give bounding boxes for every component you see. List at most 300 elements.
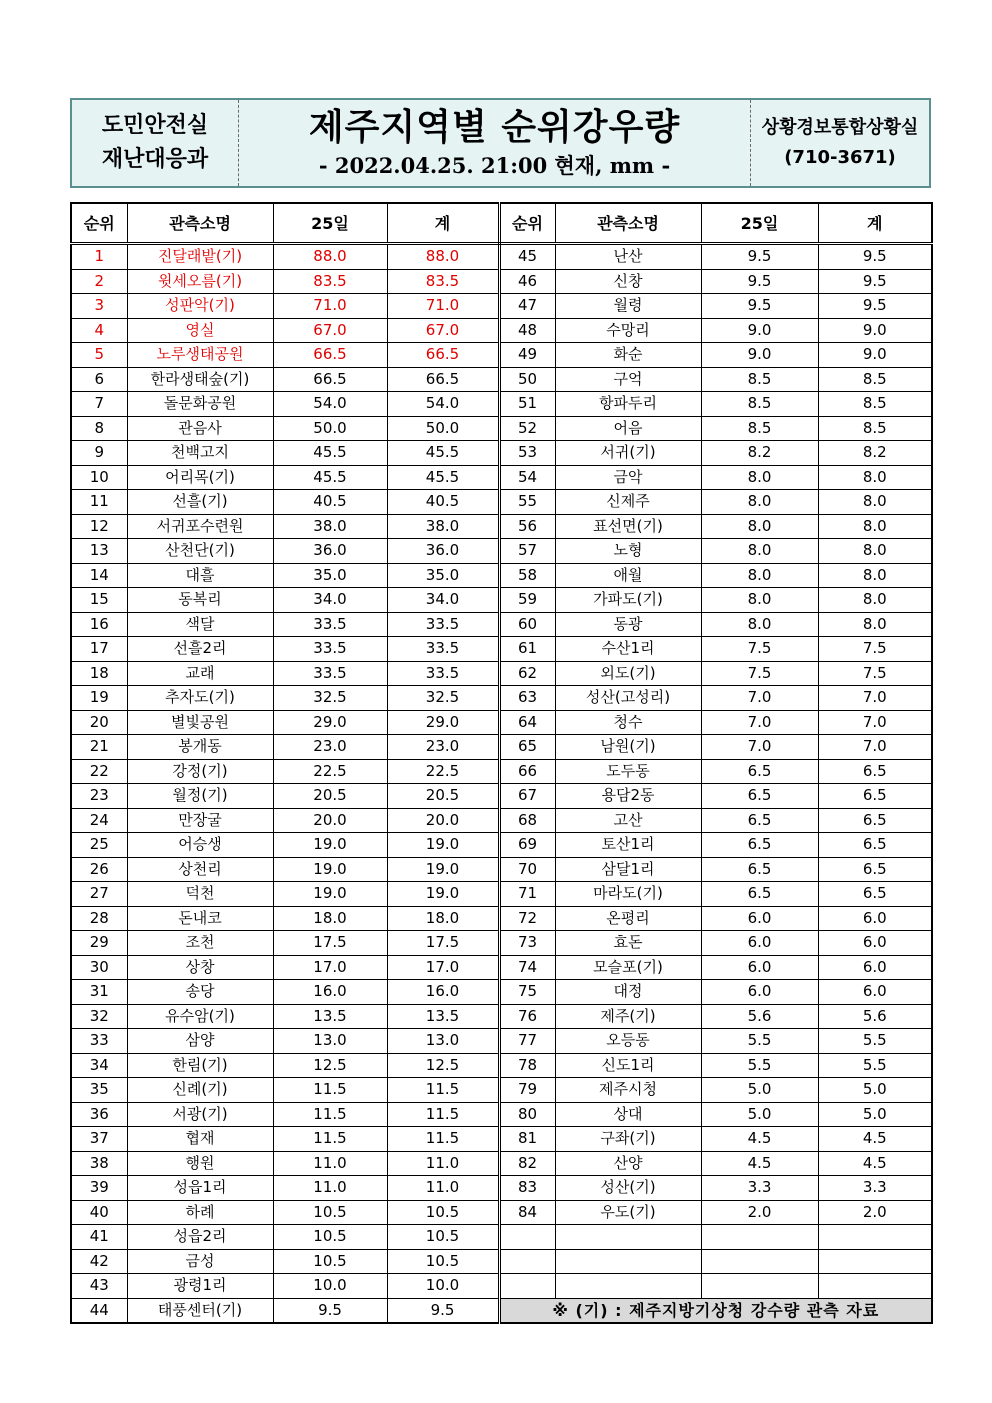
rank-cell: 66 xyxy=(499,759,555,784)
day-cell: 83.5 xyxy=(273,269,387,294)
station-cell: 애월 xyxy=(555,563,701,588)
station-cell: 노루생태공원 xyxy=(127,343,273,368)
total-cell: 22.5 xyxy=(387,759,499,784)
total-cell: 5.0 xyxy=(818,1078,932,1103)
total-cell: 8.0 xyxy=(818,539,932,564)
station-cell: 우도(기) xyxy=(555,1200,701,1225)
station-cell: 화순 xyxy=(555,343,701,368)
total-cell: 9.5 xyxy=(818,294,932,319)
day-cell: 8.0 xyxy=(701,465,818,490)
day-cell: 9.5 xyxy=(273,1298,387,1323)
day-cell: 16.0 xyxy=(273,980,387,1005)
total-cell: 9.0 xyxy=(818,343,932,368)
day-cell: 35.0 xyxy=(273,563,387,588)
rank-cell: 18 xyxy=(71,661,127,686)
rank-cell: 52 xyxy=(499,416,555,441)
day-cell: 6.0 xyxy=(701,906,818,931)
col-header: 관측소명 xyxy=(555,203,701,244)
rank-cell: 7 xyxy=(71,392,127,417)
day-cell: 7.0 xyxy=(701,710,818,735)
rank-cell: 8 xyxy=(71,416,127,441)
rank-cell: 11 xyxy=(71,490,127,515)
total-cell: 8.5 xyxy=(818,392,932,417)
total-cell: 19.0 xyxy=(387,857,499,882)
station-cell: 봉개동 xyxy=(127,735,273,760)
day-cell: 33.5 xyxy=(273,637,387,662)
total-cell: 10.5 xyxy=(387,1200,499,1225)
station-cell: 구좌(기) xyxy=(555,1127,701,1152)
station-cell: 표선면(기) xyxy=(555,514,701,539)
station-cell: 난산 xyxy=(555,244,701,270)
total-cell: 40.5 xyxy=(387,490,499,515)
station-cell: 색달 xyxy=(127,612,273,637)
day-cell: 40.5 xyxy=(273,490,387,515)
day-cell: 71.0 xyxy=(273,294,387,319)
rank-cell: 4 xyxy=(71,318,127,343)
rank-cell: 17 xyxy=(71,637,127,662)
rank-cell: 79 xyxy=(499,1078,555,1103)
rank-cell: 32 xyxy=(71,1004,127,1029)
total-cell: 6.0 xyxy=(818,955,932,980)
station-cell: 진달래밭(기) xyxy=(127,244,273,270)
rank-cell: 49 xyxy=(499,343,555,368)
day-cell: 10.5 xyxy=(273,1200,387,1225)
table-row xyxy=(71,343,932,368)
rank-cell: 83 xyxy=(499,1176,555,1201)
total-cell: 34.0 xyxy=(387,588,499,613)
table-row xyxy=(71,1176,932,1201)
rank-cell: 74 xyxy=(499,955,555,980)
total-cell: 10.5 xyxy=(387,1225,499,1250)
table-row xyxy=(71,882,932,907)
col-header: 관측소명 xyxy=(127,203,273,244)
total-cell: 19.0 xyxy=(387,882,499,907)
rank-cell: 61 xyxy=(499,637,555,662)
report-header xyxy=(70,98,931,188)
total-cell: 33.5 xyxy=(387,612,499,637)
rank-cell: 34 xyxy=(71,1053,127,1078)
total-cell: 7.0 xyxy=(818,686,932,711)
total-cell: 32.5 xyxy=(387,686,499,711)
day-cell: 6.0 xyxy=(701,931,818,956)
rank-cell: 45 xyxy=(499,244,555,270)
station-cell: 제주시청 xyxy=(555,1078,701,1103)
table-row xyxy=(71,588,932,613)
rank-cell: 46 xyxy=(499,269,555,294)
day-cell: 9.0 xyxy=(701,318,818,343)
day-cell: 8.0 xyxy=(701,563,818,588)
station-cell: 신례(기) xyxy=(127,1078,273,1103)
contact-office: 상황경보통합상황실 xyxy=(761,117,919,138)
table-row xyxy=(71,416,932,441)
station-cell: 선흘2리 xyxy=(127,637,273,662)
table-row xyxy=(71,857,932,882)
station-cell: 신도1리 xyxy=(555,1053,701,1078)
total-cell: 17.5 xyxy=(387,931,499,956)
table-row xyxy=(71,906,932,931)
day-cell: 17.5 xyxy=(273,931,387,956)
rank-cell: 14 xyxy=(71,563,127,588)
total-cell: 36.0 xyxy=(387,539,499,564)
station-cell: 삼양 xyxy=(127,1029,273,1054)
total-cell: 5.5 xyxy=(818,1053,932,1078)
total-cell: 54.0 xyxy=(387,392,499,417)
total-cell: 50.0 xyxy=(387,416,499,441)
total-cell: 7.0 xyxy=(818,735,932,760)
station-cell: 유수암(기) xyxy=(127,1004,273,1029)
station-cell: 하례 xyxy=(127,1200,273,1225)
station-cell: 고산 xyxy=(555,808,701,833)
rank-cell: 77 xyxy=(499,1029,555,1054)
rank-cell: 19 xyxy=(71,686,127,711)
rank-cell: 2 xyxy=(71,269,127,294)
station-cell: 태풍센터(기) xyxy=(127,1298,273,1323)
day-cell: 29.0 xyxy=(273,710,387,735)
contact-phone: (710-3671) xyxy=(784,147,896,168)
day-cell: 23.0 xyxy=(273,735,387,760)
station-cell: 항파두리 xyxy=(555,392,701,417)
rank-cell: 28 xyxy=(71,906,127,931)
station-cell: 마라도(기) xyxy=(555,882,701,907)
rank-cell: 82 xyxy=(499,1151,555,1176)
station-cell: 별빛공원 xyxy=(127,710,273,735)
station-cell: 상창 xyxy=(127,955,273,980)
empty-cell xyxy=(701,1249,818,1274)
day-cell: 6.0 xyxy=(701,980,818,1005)
station-cell: 삼달1리 xyxy=(555,857,701,882)
station-cell: 돈내코 xyxy=(127,906,273,931)
day-cell: 11.5 xyxy=(273,1078,387,1103)
total-cell: 6.5 xyxy=(818,882,932,907)
table-row xyxy=(71,1274,932,1299)
total-cell: 6.5 xyxy=(818,759,932,784)
day-cell: 8.0 xyxy=(701,612,818,637)
station-cell: 성판악(기) xyxy=(127,294,273,319)
page-title: 제주지역별 순위강우량 xyxy=(308,107,681,148)
total-cell: 66.5 xyxy=(387,367,499,392)
total-cell: 13.0 xyxy=(387,1029,499,1054)
station-cell: 한림(기) xyxy=(127,1053,273,1078)
rank-cell: 20 xyxy=(71,710,127,735)
table-row xyxy=(71,980,932,1005)
day-cell: 9.5 xyxy=(701,294,818,319)
total-cell: 33.5 xyxy=(387,661,499,686)
total-cell: 5.5 xyxy=(818,1029,932,1054)
rank-cell: 81 xyxy=(499,1127,555,1152)
station-cell: 서귀포수련원 xyxy=(127,514,273,539)
total-cell: 6.5 xyxy=(818,833,932,858)
day-cell: 10.0 xyxy=(273,1274,387,1299)
total-cell: 20.5 xyxy=(387,784,499,809)
empty-cell xyxy=(701,1274,818,1299)
total-cell: 6.0 xyxy=(818,980,932,1005)
day-cell: 34.0 xyxy=(273,588,387,613)
total-cell: 7.5 xyxy=(818,661,932,686)
day-cell: 7.0 xyxy=(701,686,818,711)
col-header: 순위 xyxy=(499,203,555,244)
total-cell: 6.0 xyxy=(818,931,932,956)
day-cell: 6.5 xyxy=(701,857,818,882)
rank-cell: 53 xyxy=(499,441,555,466)
station-cell: 효돈 xyxy=(555,931,701,956)
rank-cell: 27 xyxy=(71,882,127,907)
total-cell: 6.5 xyxy=(818,808,932,833)
station-cell: 선흘(기) xyxy=(127,490,273,515)
station-cell: 용담2동 xyxy=(555,784,701,809)
department-line2: 재난대응과 xyxy=(101,147,209,172)
empty-cell xyxy=(555,1274,701,1299)
rank-cell: 50 xyxy=(499,367,555,392)
station-cell: 대정 xyxy=(555,980,701,1005)
station-cell: 신창 xyxy=(555,269,701,294)
total-cell: 66.5 xyxy=(387,343,499,368)
station-cell: 한라생태숲(기) xyxy=(127,367,273,392)
rank-cell: 43 xyxy=(71,1274,127,1299)
station-cell: 월령 xyxy=(555,294,701,319)
day-cell: 8.2 xyxy=(701,441,818,466)
total-cell: 33.5 xyxy=(387,637,499,662)
station-cell: 어음 xyxy=(555,416,701,441)
footnote: ※ (기) : 제주지방기상청 강수량 관측 자료 xyxy=(499,1298,932,1323)
table-row xyxy=(71,1053,932,1078)
station-cell: 모슬포(기) xyxy=(555,955,701,980)
total-cell: 12.5 xyxy=(387,1053,499,1078)
day-cell: 20.0 xyxy=(273,808,387,833)
rank-cell: 76 xyxy=(499,1004,555,1029)
day-cell: 19.0 xyxy=(273,833,387,858)
table-row xyxy=(71,1102,932,1127)
day-cell: 45.5 xyxy=(273,441,387,466)
total-cell: 2.0 xyxy=(818,1200,932,1225)
station-cell: 구억 xyxy=(555,367,701,392)
table-row xyxy=(71,563,932,588)
table-row xyxy=(71,1004,932,1029)
rank-cell: 35 xyxy=(71,1078,127,1103)
day-cell: 32.5 xyxy=(273,686,387,711)
station-cell: 만장굴 xyxy=(127,808,273,833)
day-cell: 20.5 xyxy=(273,784,387,809)
day-cell: 7.5 xyxy=(701,661,818,686)
title-box xyxy=(239,100,750,186)
day-cell: 6.5 xyxy=(701,833,818,858)
station-cell: 협재 xyxy=(127,1127,273,1152)
total-cell: 11.0 xyxy=(387,1151,499,1176)
rank-cell: 54 xyxy=(499,465,555,490)
total-cell: 7.0 xyxy=(818,710,932,735)
station-cell: 돌문화공원 xyxy=(127,392,273,417)
rank-cell: 51 xyxy=(499,392,555,417)
station-cell: 제주(기) xyxy=(555,1004,701,1029)
total-cell: 3.3 xyxy=(818,1176,932,1201)
table-row xyxy=(71,686,932,711)
station-cell: 금성 xyxy=(127,1249,273,1274)
total-cell: 9.5 xyxy=(818,269,932,294)
rank-cell: 30 xyxy=(71,955,127,980)
rank-cell: 60 xyxy=(499,612,555,637)
rank-cell: 64 xyxy=(499,710,555,735)
total-cell: 88.0 xyxy=(387,244,499,270)
day-cell: 12.5 xyxy=(273,1053,387,1078)
rank-cell: 26 xyxy=(71,857,127,882)
day-cell: 8.0 xyxy=(701,539,818,564)
total-cell: 11.5 xyxy=(387,1102,499,1127)
rank-cell: 6 xyxy=(71,367,127,392)
total-cell: 8.0 xyxy=(818,490,932,515)
rank-cell: 59 xyxy=(499,588,555,613)
station-cell: 행원 xyxy=(127,1151,273,1176)
total-cell: 6.0 xyxy=(818,906,932,931)
rank-cell: 70 xyxy=(499,857,555,882)
day-cell: 17.0 xyxy=(273,955,387,980)
day-cell: 45.5 xyxy=(273,465,387,490)
station-cell: 남원(기) xyxy=(555,735,701,760)
table-row xyxy=(71,514,932,539)
station-cell: 신제주 xyxy=(555,490,701,515)
empty-cell xyxy=(499,1249,555,1274)
table-row xyxy=(71,808,932,833)
table-row xyxy=(71,392,932,417)
day-cell: 6.0 xyxy=(701,955,818,980)
station-cell: 관음사 xyxy=(127,416,273,441)
day-cell: 6.5 xyxy=(701,759,818,784)
rank-cell: 47 xyxy=(499,294,555,319)
total-cell: 10.5 xyxy=(387,1249,499,1274)
table-row xyxy=(71,244,932,270)
rank-cell: 56 xyxy=(499,514,555,539)
table-row xyxy=(71,1151,932,1176)
rank-cell: 42 xyxy=(71,1249,127,1274)
station-cell: 성읍2리 xyxy=(127,1225,273,1250)
station-cell: 월정(기) xyxy=(127,784,273,809)
rank-cell: 62 xyxy=(499,661,555,686)
total-cell: 35.0 xyxy=(387,563,499,588)
total-cell: 19.0 xyxy=(387,833,499,858)
station-cell: 성산(고성리) xyxy=(555,686,701,711)
page-subtitle: - 2022.04.25. 21:00 현재, mm - xyxy=(318,153,671,178)
total-cell: 8.0 xyxy=(818,588,932,613)
day-cell: 8.5 xyxy=(701,392,818,417)
day-cell: 38.0 xyxy=(273,514,387,539)
day-cell: 2.0 xyxy=(701,1200,818,1225)
empty-cell xyxy=(818,1249,932,1274)
table-row xyxy=(71,612,932,637)
total-cell: 17.0 xyxy=(387,955,499,980)
col-header: 계 xyxy=(387,203,499,244)
table-row xyxy=(71,637,932,662)
table-row xyxy=(71,367,932,392)
rank-cell: 5 xyxy=(71,343,127,368)
station-cell: 가파도(기) xyxy=(555,588,701,613)
total-cell: 8.5 xyxy=(818,416,932,441)
rank-cell: 84 xyxy=(499,1200,555,1225)
total-cell: 4.5 xyxy=(818,1127,932,1152)
empty-cell xyxy=(499,1225,555,1250)
total-cell: 45.5 xyxy=(387,441,499,466)
total-cell: 18.0 xyxy=(387,906,499,931)
rank-cell: 73 xyxy=(499,931,555,956)
day-cell: 67.0 xyxy=(273,318,387,343)
table-row xyxy=(71,1029,932,1054)
total-cell: 7.5 xyxy=(818,637,932,662)
station-cell: 영실 xyxy=(127,318,273,343)
day-cell: 66.5 xyxy=(273,367,387,392)
table-header-row xyxy=(71,203,932,244)
rank-cell: 3 xyxy=(71,294,127,319)
table-row xyxy=(71,539,932,564)
station-cell: 윗세오름(기) xyxy=(127,269,273,294)
station-cell: 서광(기) xyxy=(127,1102,273,1127)
day-cell: 4.5 xyxy=(701,1127,818,1152)
total-cell: 45.5 xyxy=(387,465,499,490)
day-cell: 7.0 xyxy=(701,735,818,760)
day-cell: 22.5 xyxy=(273,759,387,784)
day-cell: 5.0 xyxy=(701,1078,818,1103)
total-cell: 20.0 xyxy=(387,808,499,833)
total-cell: 16.0 xyxy=(387,980,499,1005)
station-cell: 토산1리 xyxy=(555,833,701,858)
empty-cell xyxy=(499,1274,555,1299)
day-cell: 19.0 xyxy=(273,857,387,882)
table-row xyxy=(71,1298,932,1323)
rank-cell: 55 xyxy=(499,490,555,515)
day-cell: 9.0 xyxy=(701,343,818,368)
day-cell: 18.0 xyxy=(273,906,387,931)
station-cell: 교래 xyxy=(127,661,273,686)
total-cell: 13.5 xyxy=(387,1004,499,1029)
station-cell: 수망리 xyxy=(555,318,701,343)
table-row xyxy=(71,1200,932,1225)
day-cell: 9.5 xyxy=(701,269,818,294)
table-row xyxy=(71,490,932,515)
empty-cell xyxy=(818,1274,932,1299)
empty-cell xyxy=(818,1225,932,1250)
table-row xyxy=(71,441,932,466)
contact-box xyxy=(750,100,929,186)
day-cell: 11.0 xyxy=(273,1151,387,1176)
rank-cell: 48 xyxy=(499,318,555,343)
total-cell: 83.5 xyxy=(387,269,499,294)
table-row xyxy=(71,1225,932,1250)
day-cell: 10.5 xyxy=(273,1225,387,1250)
day-cell: 50.0 xyxy=(273,416,387,441)
rank-cell: 78 xyxy=(499,1053,555,1078)
table-row xyxy=(71,465,932,490)
rank-cell: 40 xyxy=(71,1200,127,1225)
rank-cell: 25 xyxy=(71,833,127,858)
station-cell: 광령1리 xyxy=(127,1274,273,1299)
rank-cell: 21 xyxy=(71,735,127,760)
empty-cell xyxy=(555,1249,701,1274)
station-cell: 상대 xyxy=(555,1102,701,1127)
total-cell: 8.0 xyxy=(818,514,932,539)
total-cell: 10.0 xyxy=(387,1274,499,1299)
day-cell: 4.5 xyxy=(701,1151,818,1176)
total-cell: 8.0 xyxy=(818,465,932,490)
station-cell: 온평리 xyxy=(555,906,701,931)
table-row xyxy=(71,318,932,343)
total-cell: 8.2 xyxy=(818,441,932,466)
table-row xyxy=(71,1078,932,1103)
rank-cell: 39 xyxy=(71,1176,127,1201)
table-row xyxy=(71,735,932,760)
rank-cell: 72 xyxy=(499,906,555,931)
day-cell: 11.0 xyxy=(273,1176,387,1201)
table-row xyxy=(71,710,932,735)
day-cell: 5.6 xyxy=(701,1004,818,1029)
station-cell: 어리목(기) xyxy=(127,465,273,490)
station-cell: 대흘 xyxy=(127,563,273,588)
day-cell: 8.0 xyxy=(701,588,818,613)
